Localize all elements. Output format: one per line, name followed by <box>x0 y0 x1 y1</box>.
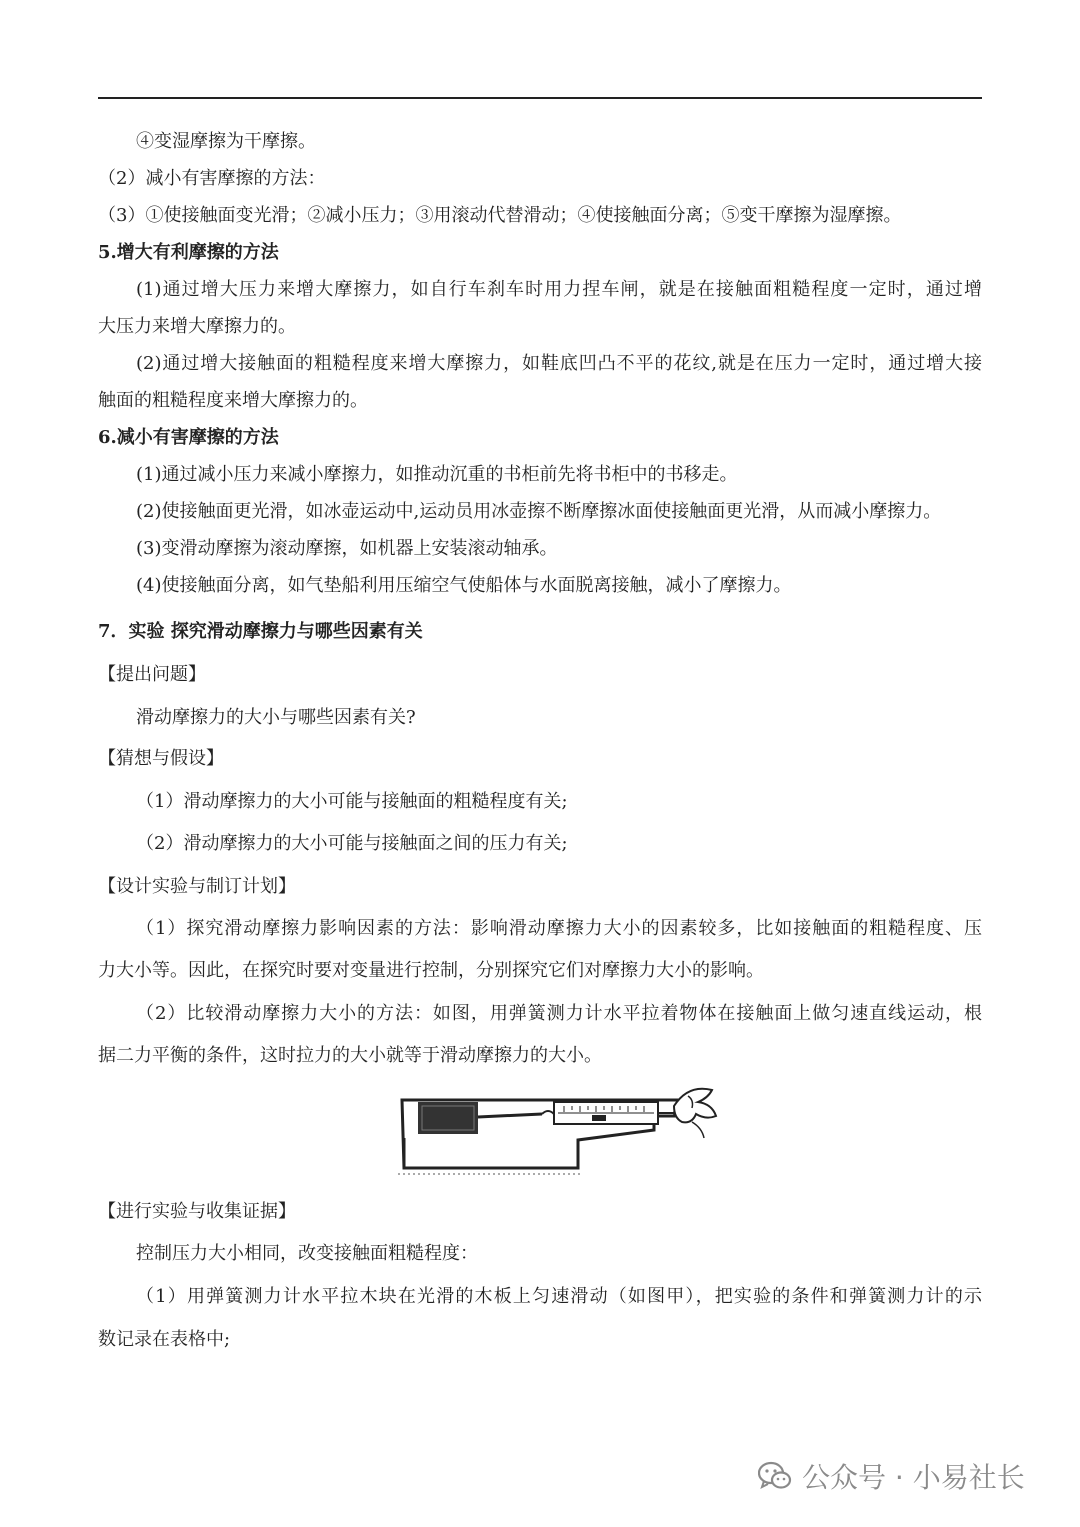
paragraph-line: 大压力来增大摩擦力的。 <box>98 316 296 337</box>
paragraph-line: 触面的粗糙程度来增大摩擦力的。 <box>98 390 368 411</box>
paragraph-line: 力大小等。因此，在探究时要对变量进行控制，分别探究它们对摩擦力大小的影响。 <box>98 960 764 981</box>
paragraph-line: 滑动摩擦力的大小与哪些因素有关? <box>136 707 416 728</box>
paragraph-line: 据二力平衡的条件，这时拉力的大小就等于滑动摩擦力的大小。 <box>98 1045 602 1066</box>
paragraph-line: （1）滑动摩擦力的大小可能与接触面的粗糙程度有关; <box>136 791 568 812</box>
subsection-label: 【提出问题】 <box>98 664 206 685</box>
paragraph-line: (1)通过减小压力来减小摩擦力，如推动沉重的书柜前先将书柜中的书移走。 <box>136 464 738 485</box>
paragraph-line: (3)变滑动摩擦为滚动摩擦，如机器上安装滚动轴承。 <box>136 538 558 559</box>
section-heading: 7．实验 探究滑动摩擦力与哪些因素有关 <box>98 621 423 642</box>
paragraph-line: （2）滑动摩擦力的大小可能与接触面之间的压力有关; <box>136 833 568 854</box>
wechat-icon <box>758 1461 792 1491</box>
subsection-label: 【进行实验与收集证据】 <box>98 1201 296 1222</box>
subsection-label: 【猜想与假设】 <box>98 748 224 769</box>
watermark <box>758 1458 1025 1494</box>
paragraph-line: (1)通过增大压力来增大摩擦力，如自行车刹车时用力捏车闸，就是在接触面粗糙程度一定时，通过增 <box>136 279 982 300</box>
spring-scale-experiment-illustration <box>392 1082 722 1188</box>
paragraph-line: 数记录在表格中; <box>98 1329 231 1350</box>
paragraph-line: (4)使接触面分离，如气垫船利用压缩空气使船体与水面脱离接触，减小了摩擦力。 <box>136 575 792 596</box>
text-line: （2）减小有害摩擦的方法： <box>98 168 326 189</box>
section-heading: 5.增大有利摩擦的方法 <box>98 242 279 263</box>
paragraph-line: （2）比较滑动摩擦力大小的方法：如图，用弹簧测力计水平拉着物体在接触面上做匀速直线运动，根 <box>136 1003 982 1024</box>
paragraph-line: （1）用弹簧测力计水平拉木块在光滑的木板上匀速滑动（如图甲），把实验的条件和弹簧测力计的示 <box>136 1286 982 1307</box>
text-line: （3）①使接触面变光滑；②减小压力；③用滚动代替滑动；④使接触面分离；⑤变干摩擦为湿摩擦。 <box>98 205 902 226</box>
subsection-label: 【设计实验与制订计划】 <box>98 876 296 897</box>
header-rule <box>98 97 982 99</box>
paragraph-line: 控制压力大小相同，改变接触面粗糙程度： <box>136 1243 478 1264</box>
paragraph-line: （1）探究滑动摩擦力影响因素的方法：影响滑动摩擦力大小的因素较多，比如接触面的粗糙程度、压 <box>136 918 982 939</box>
text-line: ④变湿摩擦为干摩擦。 <box>136 131 316 152</box>
paragraph-line: (2)通过增大接触面的粗糙程度来增大摩擦力，如鞋底凹凸不平的花纹,就是在压力一定时，通过增大接 <box>136 353 982 374</box>
watermark-text: 公众号 · 小易社长 <box>802 1461 1025 1494</box>
section-heading: 6.减小有害摩擦的方法 <box>98 427 279 448</box>
paragraph-line: (2)使接触面更光滑，如冰壶运动中,运动员用冰壶擦不断摩擦冰面使接触面更光滑，从而减小摩擦力。 <box>136 501 942 522</box>
